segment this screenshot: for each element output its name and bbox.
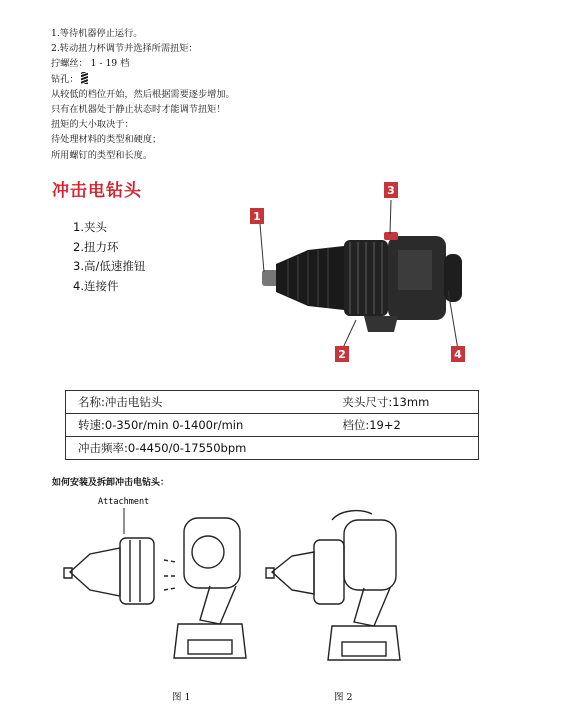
spec-table [65,390,479,460]
figure-caption: 图 1 [172,692,191,703]
intro-line: 2.转动扭力杯调节并选择所需扭矩： [51,43,198,55]
part-item: 2.扭力环 [73,239,119,254]
intro-instructions [51,26,235,163]
callout-2: 2 [338,348,346,361]
table-row [66,414,479,437]
attachment-label: Attachment [98,497,150,507]
intro-line: 只有在机器处于静止状态时才能调节扭矩！ [51,104,226,116]
install-heading: 如何安装及拆卸冲击电钻头： [52,478,170,488]
callout-4: 4 [454,348,462,361]
spec-speed: 转速:0-350r/min 0-1400r/min [66,414,331,437]
part-item: 4.连接件 [73,278,119,293]
part-item: 3.高/低速推钮 [73,259,146,273]
intro-line: 从较低的档位开始，然后根据需要逐步增加。 [51,88,235,100]
figure-caption: 图 2 [334,692,353,703]
table-row [66,391,479,414]
impact-drill-head-image [248,180,478,366]
spec-chuck-size: 夹头尺寸:13mm [330,391,478,414]
intro-line: 扭矩的大小取决于： [51,119,134,131]
install-figures [60,490,480,680]
part-item: 1.夹头 [73,220,107,234]
intro-line: 待处理材料的类型和硬度； [51,134,162,146]
intro-line: 拧螺丝： 1 - 19 档 [51,58,130,70]
drill-label: 钻孔： [51,73,79,85]
intro-line: 所用螺钉的类型和长度。 [51,149,153,161]
spec-gears: 档位:19+2 [330,414,478,437]
parts-list [73,218,145,296]
spec-impact-rate: 冲击频率:0-4450/0-17550bpm [66,437,479,460]
drill-bit-icon [81,72,88,84]
callout-1: 1 [253,210,261,223]
table-row [66,437,479,460]
intro-line [51,72,235,87]
intro-line: 1.等待机器停止运行。 [51,28,143,39]
callout-3: 3 [387,184,395,197]
spec-name: 名称:冲击电钻头 [66,391,331,414]
section-title: 冲击电钻头 [52,181,142,201]
